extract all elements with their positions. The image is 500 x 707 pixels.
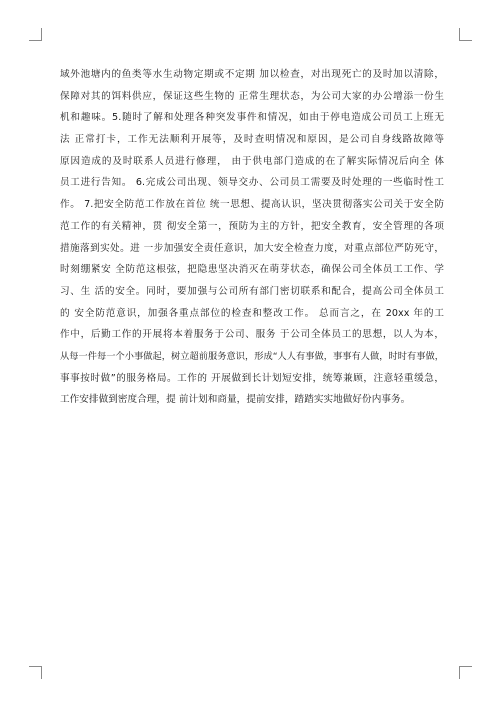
- crop-mark-top-right: [459, 28, 472, 41]
- text-line: 作中，后勤工作的开展将本着服务于公司、服务 于公司全体员工的思想，以人为本，: [60, 329, 444, 341]
- crop-mark-bottom-left: [29, 666, 42, 679]
- text-line: 时刻绷紧安 全防范这根弦，把隐患坚决消灭在萌芽状态，确保公司全体员工工作、学: [60, 264, 444, 276]
- text-line: 措施落到实处。进 一步加强安全责任意识，加大安全检查力度，对重点部位严防死守，: [60, 242, 444, 254]
- text-line: 法 正常打卡，工作无法顺利开展等，及时查明情况和原因，是公司自身线路故障等: [60, 134, 444, 146]
- text-line: 原因造成的及时联系人员进行修理， 由于供电部门造成的在了解实际情况后向全 体: [60, 155, 444, 167]
- text-line-last: 工作安排做到密度合理，提 前计划和商量，提前安排，踏踏实实地做好份内事务。: [60, 394, 411, 406]
- text-line: 的 安全防范意识，加强各重点部位的检查和整改工作。 总而言之，在 20xx 年的工: [60, 307, 444, 319]
- text-line: 习、生 活的安全。同时，要加强与公司所有部门密切联系和配合，提高公司全体员工: [60, 285, 444, 297]
- text-line: 事事按时做”的服务格局。工作的 开展做到长计划短安排，统筹兼顾，注意轻重缓急，: [60, 372, 444, 384]
- body-paragraph: [60, 64, 444, 411]
- text-line: 员工进行告知。 6.完成公司出现、领导交办、公司员工需要及时处理的一些临时性工: [60, 177, 444, 189]
- text-line: 域外池塘内的鱼类等水生动物定期或不定期 加以检查，对出现死亡的及时加以清除，: [60, 69, 444, 80]
- text-line: 作。 7.把安全防范工作放在首位 统一思想、提高认识，坚决贯彻落实公司关于安全防: [60, 199, 444, 211]
- text-line: 范工作的有关精神，贯 彻安全第一，预防为主的方针，把安全教育，安全管理的各项: [60, 220, 444, 232]
- text-line: 机和趣味。5.随时了解和处理各种突发事件和情况，如由于停电造成公司员工上班无: [60, 112, 444, 124]
- crop-mark-bottom-right: [459, 666, 472, 679]
- text-line: 保障对其的饵料供应，保证这些生物的 正常生理状态，为公司大家的办公增添一份生: [60, 90, 444, 102]
- text-line: 从每一件每一个小事做起，树立超前服务意识，形成“人人有事做，事事有人做，时时有事做，: [60, 350, 444, 362]
- crop-mark-top-left: [29, 28, 42, 41]
